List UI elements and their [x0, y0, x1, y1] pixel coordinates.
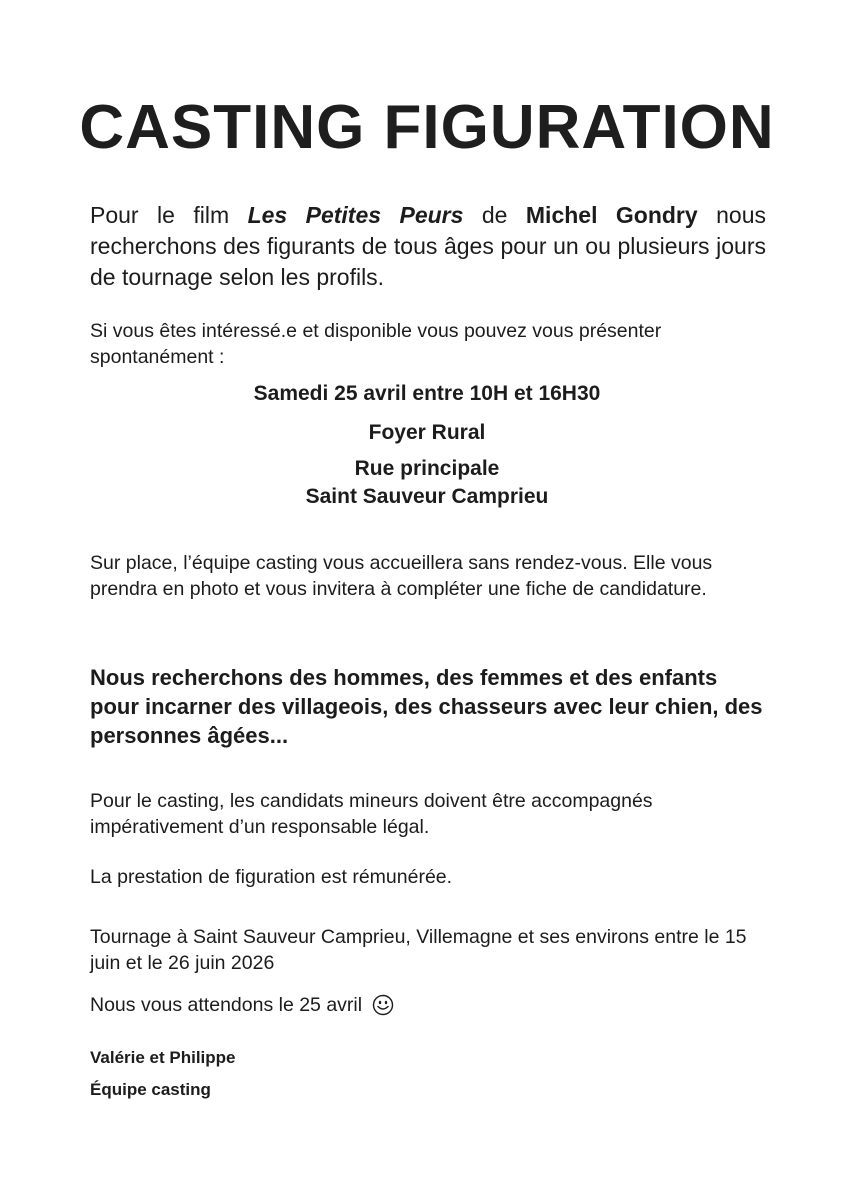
- page-title: CASTING FIGURATION: [79, 93, 775, 162]
- intro-middle: de: [463, 202, 526, 228]
- intro-suffix: nous recherchons des figurants de tous âges pour un ou plusieurs jours de tournage selon les profils.: [90, 202, 766, 290]
- closing-text: Nous vous attendons le 25 avril: [90, 994, 363, 1016]
- smiley-icon: [372, 994, 394, 1016]
- minors-paragraph: Pour le casting, les candidats mineurs doivent être accompagnés impérativement d’un responsable légal.: [90, 790, 653, 838]
- paid-paragraph: La prestation de figuration est rémunérée.: [90, 866, 453, 888]
- director-name: Michel Gondry: [525, 202, 698, 228]
- film-title: Les Petites Peurs: [247, 202, 464, 228]
- event-date: Samedi 25 avril entre 10H et 16H30: [253, 382, 601, 405]
- signature-team: Équipe casting: [90, 1080, 211, 1099]
- invite-paragraph: Si vous êtes intéressé.e et disponible vous pouvez vous présenter spontanément :: [90, 320, 662, 368]
- signature-names: Valérie et Philippe: [90, 1048, 236, 1067]
- onsite-paragraph: Sur place, l’équipe casting vous accueillera sans rendez-vous. Elle vous prendra en photo et vous invitera à compléter une fiche de candidature.: [90, 552, 713, 600]
- closing-line: [90, 992, 766, 1018]
- intro-paragraph: [90, 200, 766, 293]
- event-town: Saint Sauveur Camprieu: [305, 485, 549, 508]
- event-venue: Foyer Rural: [368, 421, 486, 444]
- intro-prefix: Pour le film: [90, 202, 248, 228]
- seeking-paragraph: Nous recherchons des hommes, des femmes et des enfants pour incarner des villageois, des chasseurs avec leur chien, des personnes âgées...: [90, 665, 763, 748]
- event-street: Rue principale: [354, 457, 500, 480]
- shooting-paragraph: Tournage à Saint Sauveur Camprieu, Villemagne et ses environs entre le 15 juin et le 26 juin 2026: [90, 926, 747, 974]
